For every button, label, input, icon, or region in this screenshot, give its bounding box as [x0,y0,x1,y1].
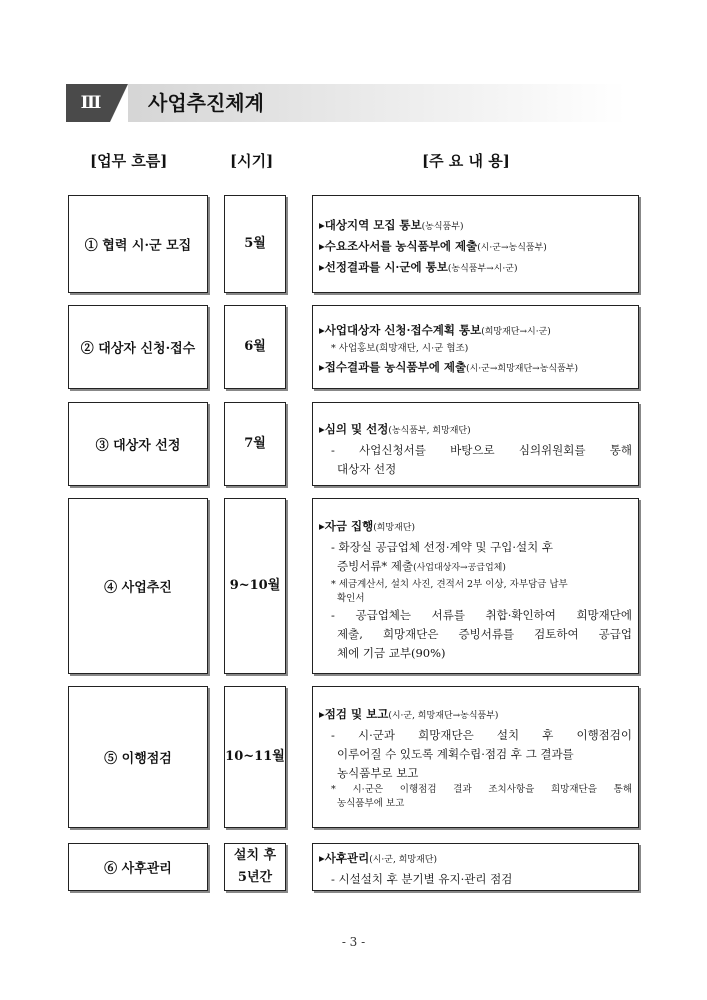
content-note: 농식품부에 보고 [337,798,405,809]
content-box-2 [312,305,639,389]
content-text [319,705,632,811]
time-label: 9~10월 [229,578,281,593]
time-label: 설치 후 5년간 [233,848,277,885]
content-line: - 화장실 공급업체 선정·계약 및 구입·설치 후 [331,540,553,554]
time-label: 7월 [244,436,266,451]
content-line: 농식품부로 보고 [337,766,419,780]
step-label: ② 대상자 신청·접수 [80,341,196,357]
time-label: 10~11월 [225,749,285,764]
content-line: 제출, 희망재단은 증빙서류를 검토하여 공급업 [337,627,632,641]
content-line: ▸사업대상자 신청·접수계획 통보(희망재단→시·군) [319,323,551,337]
content-text [319,517,632,663]
step-box-5 [68,686,208,828]
content-line: ▸접수결과를 농식품부에 제출(시·군→희망재단→농식품부) [319,360,578,374]
content-line: 이루어질 수 있도록 계획수립·점검 후 그 결과를 [337,747,574,761]
content-line: ▸수요조사서를 농식품부에 제출(시·군→농식품부) [319,239,547,253]
content-line: - 시설설치 후 분기별 유지·관리 점검 [331,872,513,886]
content-line: ▸대상지역 모집 통보(농식품부) [319,218,464,232]
section-title: 사업추진체계 [148,91,264,115]
content-line: ▸자금 집행(희망재단) [319,519,416,533]
time-box-6 [224,843,286,891]
content-line: 증빙서류* 제출(사업대상자→공급업체) [337,559,506,573]
time-box-2 [224,305,286,389]
content-box-1 [312,195,639,293]
content-box-6 [312,843,639,891]
content-line: ▸선정결과를 시·군에 통보(농식품부→시·군) [319,260,518,274]
column-header-content: [주 요 내 용] [422,152,510,170]
content-box-4 [312,498,639,674]
content-line: 대상자 선정 [337,462,397,476]
step-label: ① 협력 시·군 모집 [84,238,192,254]
step-label: ④ 사업추진 [104,580,172,596]
step-label: ⑤ 이행점검 [104,751,172,767]
content-line: - 공급업체는 서류를 취합·확인하여 희망재단에 [331,608,632,622]
content-box-5 [312,686,639,828]
time-label: 6월 [244,339,266,354]
step-box-3 [68,402,208,486]
time-box-3 [224,402,286,486]
section-header [66,84,626,122]
content-line: ▸사후관리(시·군, 희망재단) [319,851,437,865]
content-text [319,216,632,279]
step-box-1 [68,195,208,293]
section-slash-decoration [110,84,128,122]
content-note: * 사업홍보(희망재단, 시·군 협조) [331,343,469,354]
content-line: 체에 기금 교부(90%) [337,646,446,660]
content-box-3 [312,402,639,486]
step-label: ③ 대상자 선정 [95,438,181,454]
step-label: ⑥ 사후관리 [104,861,172,877]
content-note: * 세금계산서, 설치 사진, 견적서 2부 이상, 자부담금 납부 [331,579,568,590]
content-line: ▸점검 및 보고(시·군, 희망재단→농식품부) [319,707,499,721]
step-box-2 [68,305,208,389]
content-text [319,420,632,479]
time-label: 5월 [244,236,266,251]
content-text [319,849,632,889]
content-note: * 시·군은 이행점검 결과 조치사항을 희망재단을 통해 [331,784,632,795]
content-line: - 시·군과 희망재단은 설치 후 이행점검이 [331,728,632,742]
content-text [319,321,632,379]
step-box-4 [68,498,208,674]
column-header-flow: [업무 흐름] [90,152,168,170]
column-header-time: [시기] [230,152,274,170]
time-box-5 [224,686,286,828]
time-box-1 [224,195,286,293]
content-note: 확인서 [337,593,365,604]
step-box-6 [68,843,208,891]
section-number: Ⅲ [66,84,116,122]
content-line: - 사업신청서를 바탕으로 심의위원회를 통해 [331,443,632,457]
time-box-4 [224,498,286,674]
content-line: ▸심의 및 선정(농식품부, 희망재단) [319,422,471,436]
page-number: - 3 - [341,935,366,949]
